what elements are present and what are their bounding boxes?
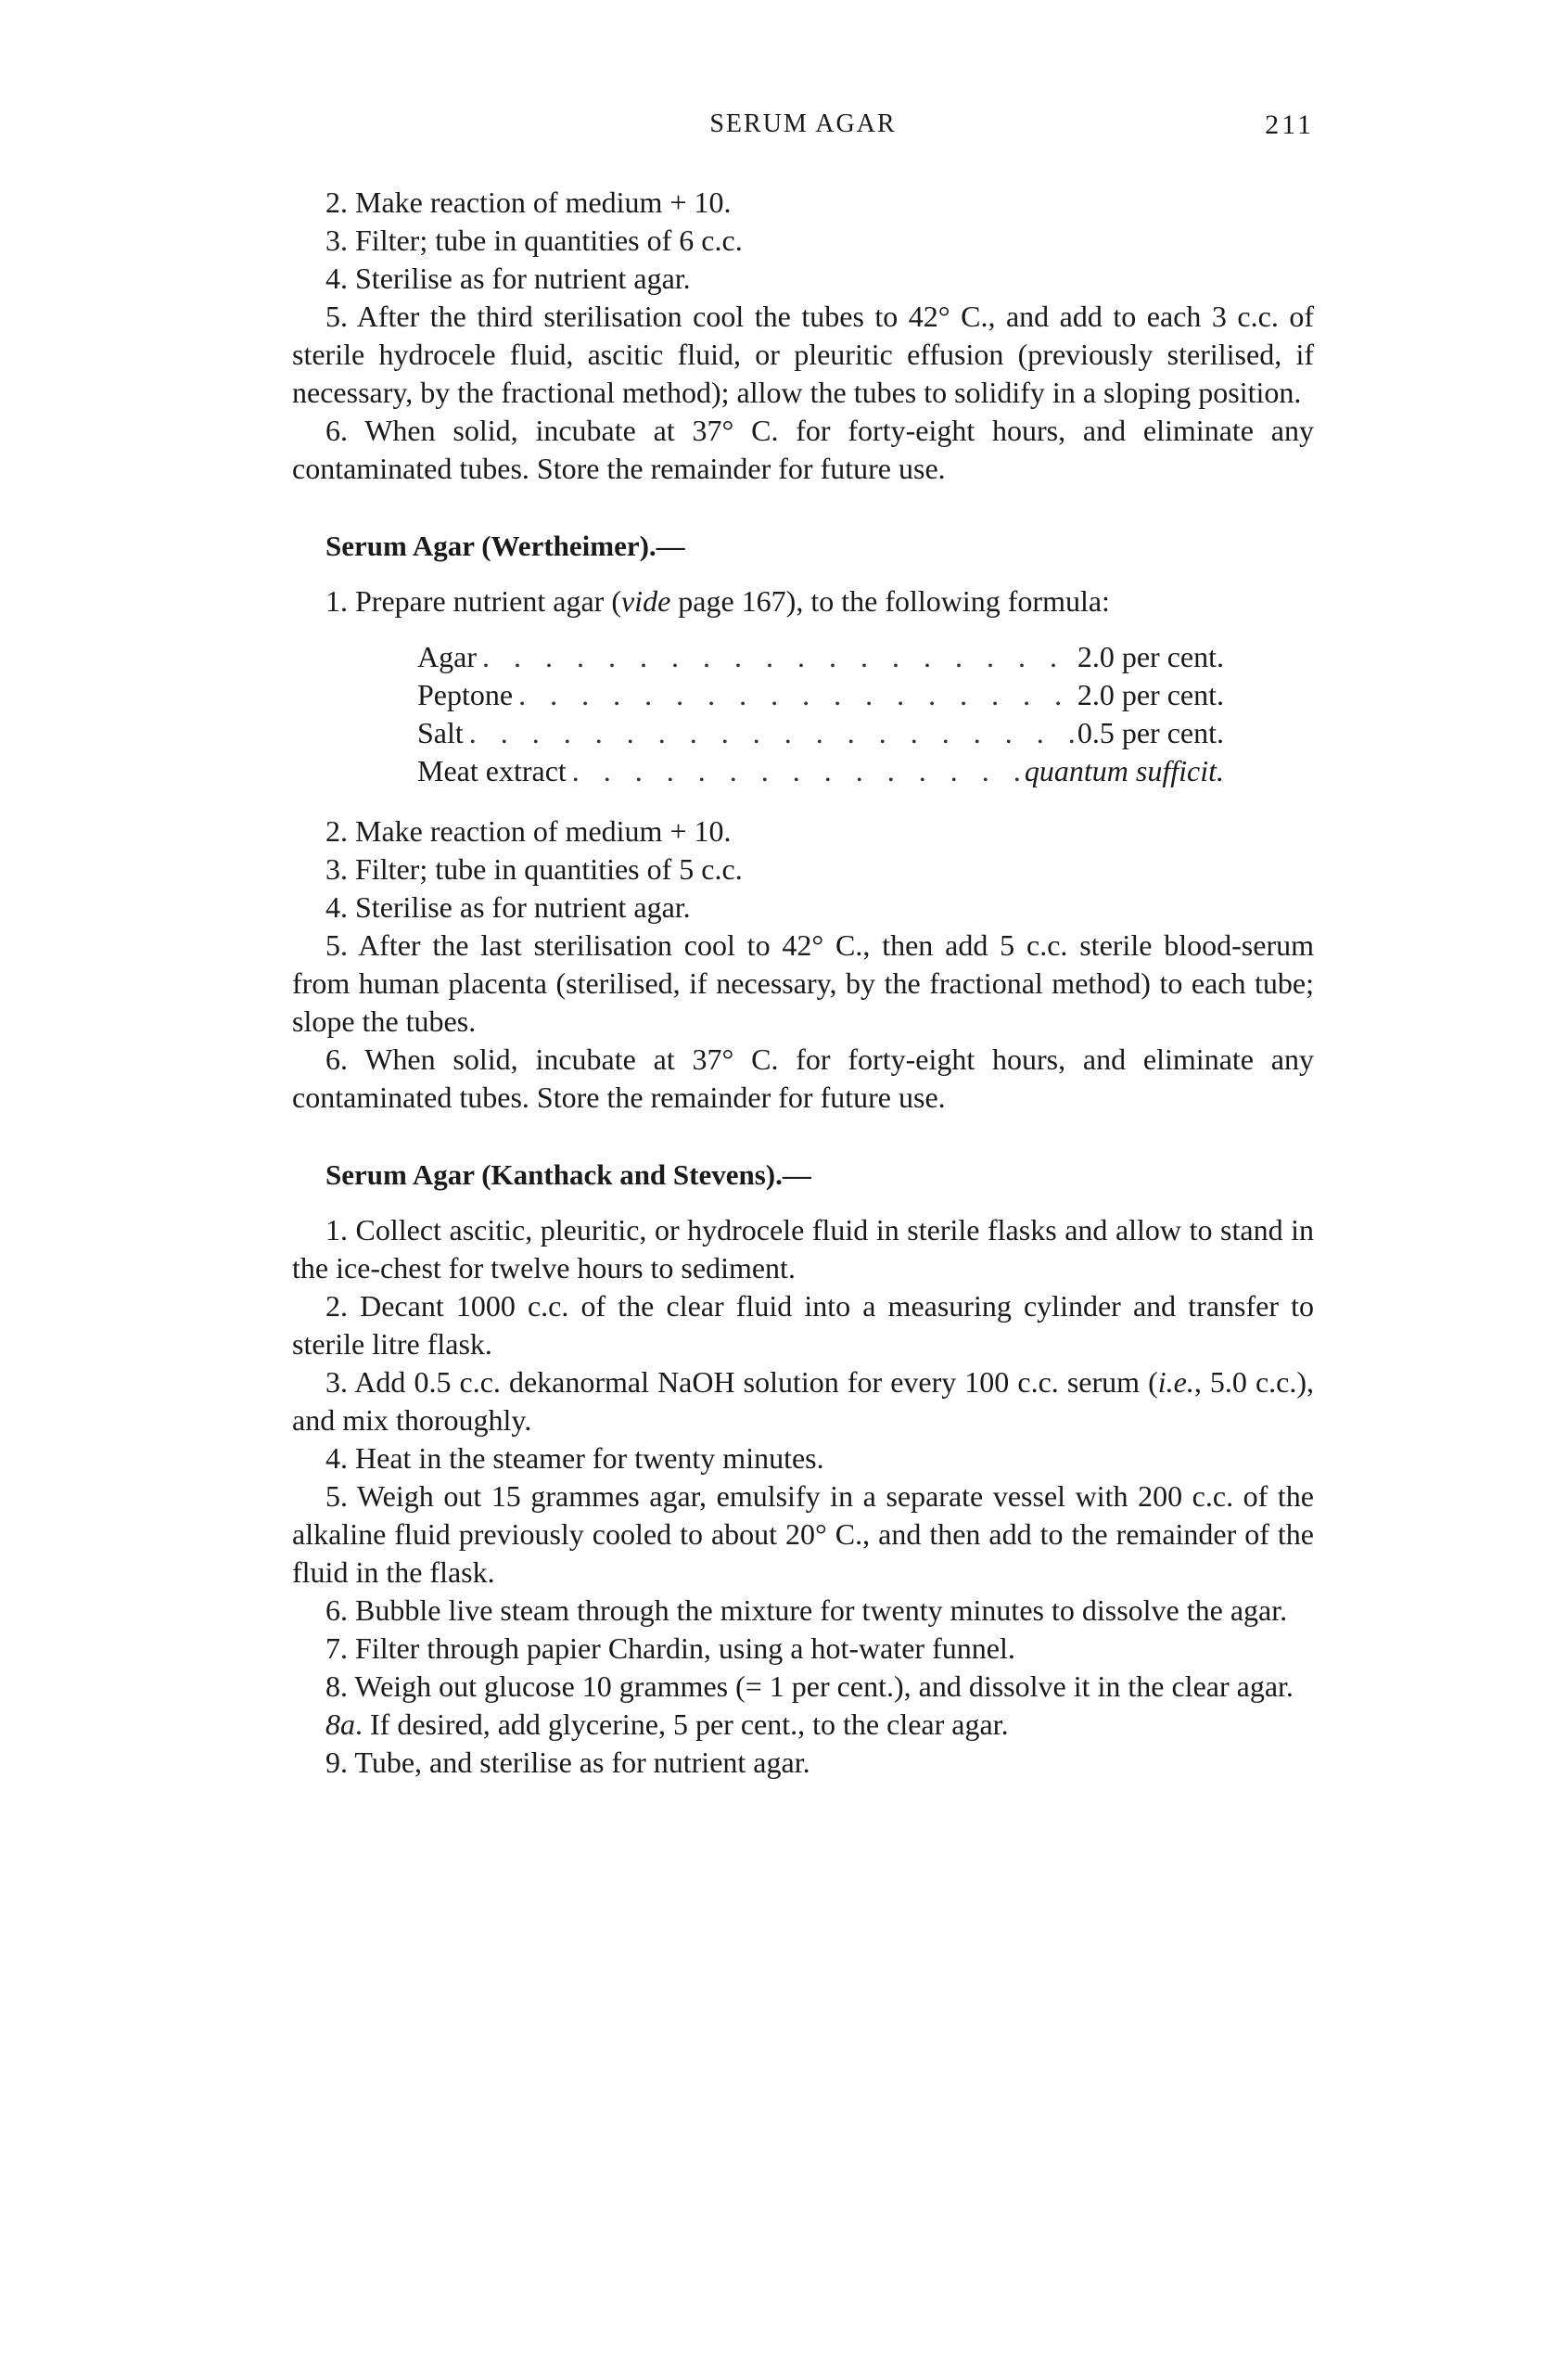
page-number: 211 <box>1265 109 1314 140</box>
wertheimer-step-3: 3. Filter; tube in quantities of 5 c.c. <box>325 852 743 886</box>
formula-row <box>417 714 1224 752</box>
book-page <box>292 0 1314 2366</box>
kanthack-step-8: 8. Weigh out glucose 10 grammes (= 1 per cent.), and dissolve it in the clear agar. <box>325 1669 1294 1703</box>
section-heading-wertheimer: Serum Agar (Wertheimer).— <box>325 530 685 562</box>
wertheimer-step-2: 2. Make reaction of medium + 10. <box>325 814 732 848</box>
intro-step-2: 2. Make reaction of medium + 10. <box>325 185 732 219</box>
formula-amount: 2.0 per cent. <box>1077 678 1224 711</box>
kanthack-step-5: 5. Weigh out 15 grammes agar, emulsify in a separate vessel with 200 c.c. of the alkaline fluid previously cooled to about 20° C., and then add to the remainder of the fluid in the flask. <box>292 1479 1314 1589</box>
dot-leader <box>513 676 1077 714</box>
kanthack-step-6: 6. Bubble live steam through the mixture for twenty minutes to dissolve the agar. <box>325 1593 1288 1627</box>
running-head <box>292 109 1314 147</box>
intro-step-5: 5. After the third sterilisation cool the tubes to 42° C., and add to each 3 c.c. of sterile hydrocele fluid, ascitic fluid, or pleuritic effusion (previously sterilised, if necessary, by the fractional method); allow the tubes to solidify in a sloping position. <box>292 300 1314 409</box>
formula-ingredient: Peptone <box>417 678 514 711</box>
formula-row <box>417 638 1224 676</box>
wertheimer-step-1: 1. Prepare nutrient agar (vide page 167), to the following formula: <box>325 584 1110 618</box>
wertheimer-step-6: 6. When solid, incubate at 37° C. for forty-eight hours, and eliminate any contaminated tubes. Store the remainder for future use. <box>292 1042 1314 1114</box>
formula-row <box>417 752 1224 790</box>
page-body <box>292 184 1314 1782</box>
dot-leader <box>567 752 1025 790</box>
formula-ingredient: Meat extract <box>417 754 567 787</box>
formula-table <box>417 638 1224 790</box>
wertheimer-step-4: 4. Sterilise as for nutrient agar. <box>325 890 691 924</box>
formula-ingredient: Agar <box>417 640 477 673</box>
kanthack-step-2: 2. Decant 1000 c.c. of the clear fluid into a measuring cylinder and transfer to sterile litre flask. <box>292 1289 1314 1361</box>
formula-amount: 2.0 per cent. <box>1077 640 1224 673</box>
intro-step-6: 6. When solid, incubate at 37° C. for forty-eight hours, and eliminate any contaminated tubes. Store the remainder for future use. <box>292 414 1314 485</box>
formula-row <box>417 676 1224 714</box>
kanthack-step-9: 9. Tube, and sterilise as for nutrient agar. <box>325 1746 810 1779</box>
running-title: SERUM AGAR <box>709 109 897 138</box>
intro-step-4: 4. Sterilise as for nutrient agar. <box>325 262 691 295</box>
formula-amount: quantum sufficit. <box>1024 754 1224 787</box>
kanthack-step-8a: 8a. If desired, add glycerine, 5 per cent., to the clear agar. <box>325 1707 1009 1741</box>
formula-ingredient: Salt <box>417 716 464 749</box>
dot-leader <box>464 714 1077 752</box>
wertheimer-step-5: 5. After the last sterilisation cool to 42° C., then add 5 c.c. sterile blood-serum from human placenta (sterilised, if necessary, by the fractional method) to each tube; slope the tubes. <box>292 928 1314 1038</box>
kanthack-step-4: 4. Heat in the steamer for twenty minutes. <box>325 1441 824 1475</box>
section-heading-kanthack: Serum Agar (Kanthack and Stevens).— <box>325 1158 811 1191</box>
kanthack-step-1: 1. Collect ascitic, pleuritic, or hydrocele fluid in sterile flasks and allow to stand in the ice-chest for twelve hours to sediment. <box>292 1213 1314 1285</box>
kanthack-step-3: 3. Add 0.5 c.c. dekanormal NaOH solution for every 100 c.c. serum (i.e., 5.0 c.c.), and mix thoroughly. <box>292 1365 1315 1437</box>
dot-leader <box>477 638 1077 676</box>
formula-amount: 0.5 per cent. <box>1077 716 1224 749</box>
intro-step-3: 3. Filter; tube in quantities of 6 c.c. <box>325 224 743 257</box>
kanthack-step-7: 7. Filter through papier Chardin, using a hot-water funnel. <box>325 1631 1015 1665</box>
